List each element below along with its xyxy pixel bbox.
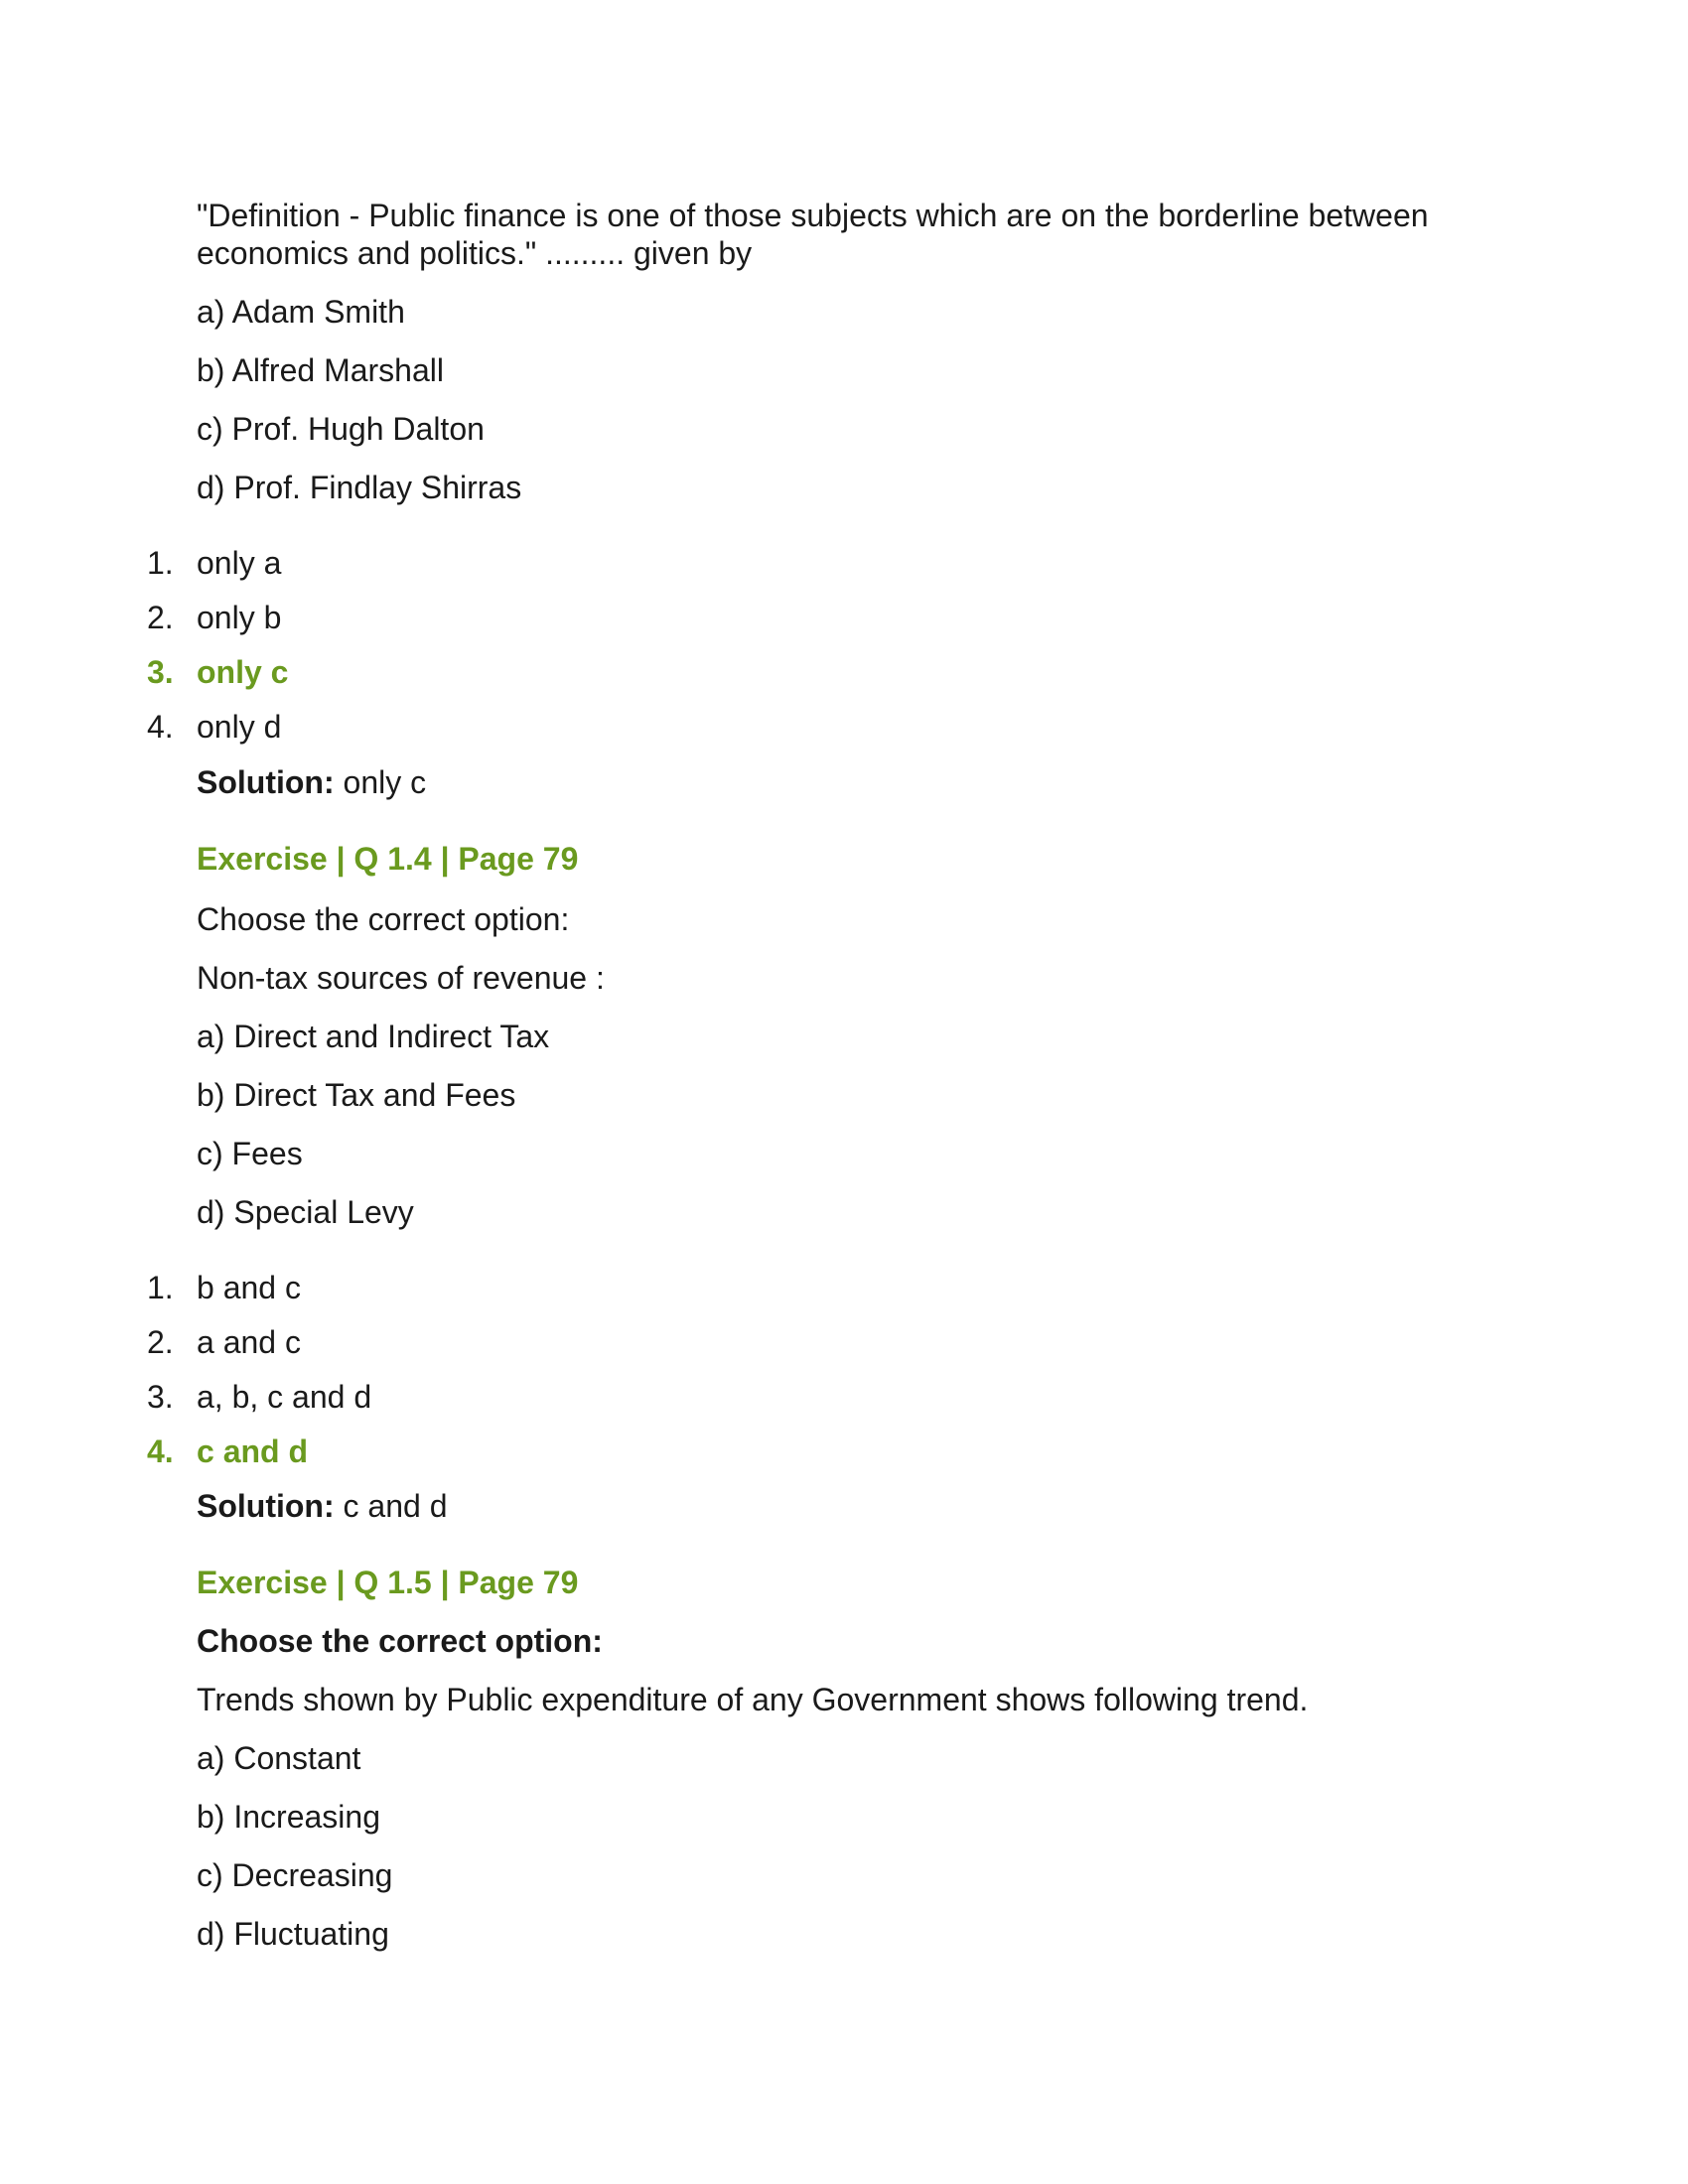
question-2-choice-text: b and c xyxy=(197,1270,301,1305)
question-1-option-c: c) Prof. Hugh Dalton xyxy=(197,411,485,447)
question-3-option-d: d) Fluctuating xyxy=(197,1916,389,1952)
question-1-correct-choice-text: only c xyxy=(197,654,289,690)
solution-value: c and d xyxy=(343,1488,448,1524)
question-2-option-b: b) Direct Tax and Fees xyxy=(197,1077,516,1113)
question-1-choice-text: only a xyxy=(197,545,282,581)
question-2-correct-choice-number: 4. xyxy=(147,1433,174,1469)
question-1-choice-text: only d xyxy=(197,709,282,745)
question-3-text: Trends shown by Public expenditure of any Government shows following trend. xyxy=(197,1682,1309,1717)
question-2-text: Non-tax sources of revenue : xyxy=(197,960,605,996)
question-1-option-b: b) Alfred Marshall xyxy=(197,352,444,388)
question-2-option-c: c) Fees xyxy=(197,1136,303,1171)
question-2-instruction: Choose the correct option: xyxy=(197,901,570,937)
question-3-option-a: a) Constant xyxy=(197,1740,361,1776)
question-2-correct-choice-text: c and d xyxy=(197,1433,309,1469)
question-2-choice-number: 2. xyxy=(147,1324,174,1360)
solution-label: Solution: xyxy=(197,764,335,800)
question-1-choice-number: 4. xyxy=(147,709,174,745)
question-1-choice-number: 1. xyxy=(147,545,174,581)
exercise-heading: Exercise | Q 1.5 | Page 79 xyxy=(197,1565,579,1600)
question-3-instruction: Choose the correct option: xyxy=(197,1623,603,1659)
question-1-choice-number: 2. xyxy=(147,600,174,635)
question-1-option-d: d) Prof. Findlay Shirras xyxy=(197,470,522,505)
question-3-option-b: b) Increasing xyxy=(197,1799,380,1835)
question-2-choice-text: a, b, c and d xyxy=(197,1379,372,1415)
question-2-option-a: a) Direct and Indirect Tax xyxy=(197,1019,550,1054)
solution-value: only c xyxy=(343,764,427,800)
question-2-option-d: d) Special Levy xyxy=(197,1194,414,1230)
question-1-option-a: a) Adam Smith xyxy=(197,294,405,330)
question-1-text: "Definition - Public finance is one of those subjects which are on the borderline between economics and politics." ......... given by xyxy=(197,198,1429,271)
question-1-solution xyxy=(197,763,426,801)
solution-label: Solution: xyxy=(197,1488,335,1524)
question-1-correct-choice-number: 3. xyxy=(147,654,174,690)
question-2-choice-number: 3. xyxy=(147,1379,174,1415)
question-3-option-c: c) Decreasing xyxy=(197,1857,393,1893)
question-2-choice-text: a and c xyxy=(197,1324,301,1360)
exercise-heading: Exercise | Q 1.4 | Page 79 xyxy=(197,841,579,877)
question-2-solution xyxy=(197,1487,447,1525)
question-1-choice-text: only b xyxy=(197,600,282,635)
question-2-choice-number: 1. xyxy=(147,1270,174,1305)
